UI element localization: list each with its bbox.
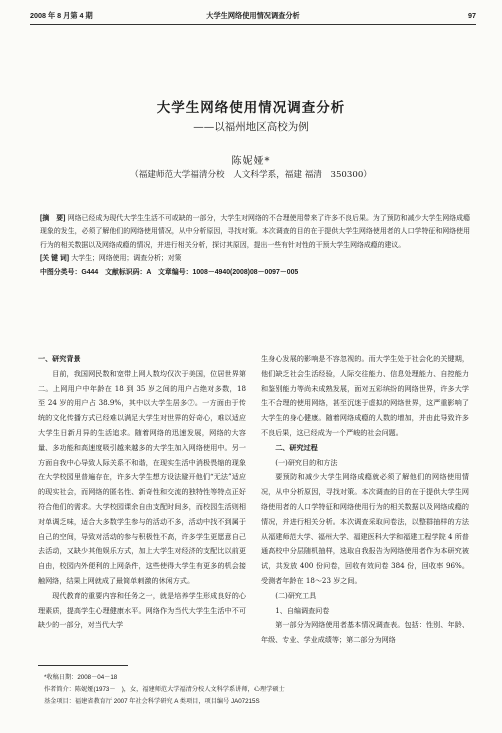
body-paragraph: 生身心发展的影响是不容忽视的。而大学生处于社会化的关键期，他们缺乏社会生活经验，人际交往能力、信息处理能力、自控能力和鉴别能力等尚未成熟发展，面对五彩缤纷的网络世界，许多大学生不合理的使用网络，甚至沉迷于虚拟的网络世界，这严重影响了大学生的身心健康。随着网络成瘾的人数的增加，并由此导致许多不良后果，这已经成为一个严峻的社会问题。 [261, 354, 469, 437]
section-heading: 二、研究过程 [275, 443, 318, 452]
keywords [40, 252, 470, 265]
body-paragraph: 目前，我国网民数和宽带上网人数均仅次于美国，位居世界第二。上网用户中年龄在 18 到 35 岁之间的用户占绝对多数，18 至 24 岁的用户占 38.9%，其中以大学生居多⑦。一方面由于传统的文化传播方式已经难以满足大学生对世界的好奇心，难以适应大学生日新月异的生活追求。随着网络的迅速发展，网络的大容量、多功能和高速度吸引越来越多的大学生加入网络使用中。另一方面自我中心导致人际关系不和谐，在现实生活中消极畏缩的现象在大学校园里普遍存在，许多大学生想方设法避开他们“无法”适应的现实社会，而网络的匿名性、新奇性和交流的独特性等特点正好符合他们的需求。大学校园课余自由支配时间多，而校园生活则相对单调乏味，适合大多数学生参与的活动不多，活动中找不到属于自己的空间，导致对活动的参与积极性不高，许多学生更愿意自己去活动，又缺少其他娱乐方式，加上大学生对经济的支配比以前更自由，校园内外便利的上网条件，这些使得大学生有更多的机会接触网络，结果上网就成了最简单刺激的休闲方式。 [38, 368, 246, 585]
body-paragraph: 要预防和减少大学生网络成瘾就必须了解他们的网络使用情况，从中分析原因，寻找对策。本次调查的目的在于提供大学生网络使用者的人口学特征和网络使用行为的相关数据以及网络成瘾的情况，并进行相关分析。本次调查采取问卷法，以整群抽样的方法从福建师范大学、福州大学、福建医科大学和福建工程学院 4 所普通高校中分层随机抽样，选取自我报告为网络使用者作为本研究被试，共发放 400 份问卷，回收有效问卷 384 份，回收率 96%。受测者年龄在 18～23 岁之间。 [261, 472, 469, 585]
keywords-label: [关 键 词] [40, 255, 70, 263]
subsection-heading: 1、自编调查问卷 [275, 605, 330, 615]
article-subtitle: ——以福州地区高校为例 [193, 121, 309, 133]
page-number: 97 [468, 11, 476, 20]
right-column [261, 352, 469, 648]
running-head [30, 11, 476, 23]
abstract-block [40, 212, 470, 279]
section-heading: 一、研究背景 [38, 355, 81, 363]
left-column [38, 352, 246, 633]
abstract-label: [摘 要] [40, 215, 66, 222]
body-paragraph: 现代教育的重要内容和任务之一，就是培养学生形成良好的心理素质，提高学生心理健康水平。网络作为当代大学生生活中不可缺少的一部分，对当代大学 [38, 590, 246, 630]
footnotes [44, 672, 474, 709]
running-title: 大学生网络使用情况调查分析 [206, 11, 300, 20]
issue-label: 2008 年 8 月第 4 期 [30, 11, 93, 20]
footnote-author: 作者简介：陈妮娅(1973－ )，女，福建师范大学福清分校人文科学系讲师，心理学硕士 [44, 686, 285, 694]
author-affiliation: （福建师范大学福清分校 人文科学系，福建 福清 350300） [130, 170, 372, 180]
subsection-heading: (二)研究工具 [275, 590, 317, 600]
abstract [40, 212, 470, 252]
abstract-text: 网络已经成为现代大学生生活不可或缺的一部分，大学生对网络的不合理使用带来了许多不良后果。为了预防和减少大学生网络成瘾现象的发生，必须了解他们的网络使用情况，从中分析原因，寻找对策。本次调查的目的在于提供大学生网络使用者的人口学特征和网络使用行为的相关数据以及网络成瘾的情况，并进行相关分析，探讨其原因，提出一些有针对性的干预大学生网络成瘾的建议。 [40, 214, 470, 249]
keywords-text: 大学生；网络使用；调查分析；对策 [71, 254, 182, 263]
header-divider [30, 24, 476, 25]
classification-line: 中图分类号：G444 文献标识码：A 文章编号：1008－4940(2008)08－0097－005 [40, 268, 299, 276]
footnote-divider [38, 665, 128, 666]
article-title: 大学生网络使用情况调查分析 [156, 100, 346, 116]
footnote-funding: 基金项目：福建省教育厅 2007 年社会科学研究 A 类项目，项目编号 JA07215S [44, 698, 260, 706]
footnote-received: *收稿日期：2008－04－18 [44, 674, 118, 681]
subsection-heading: (一)研究目的和方法 [275, 457, 338, 467]
author-name: 陈妮娅* [231, 156, 271, 167]
body-paragraph: 第一部分为网络使用者基本情况调查表。包括：性别、年龄、年级、专业、学业成绩等；第二部分为网络 [261, 620, 469, 645]
